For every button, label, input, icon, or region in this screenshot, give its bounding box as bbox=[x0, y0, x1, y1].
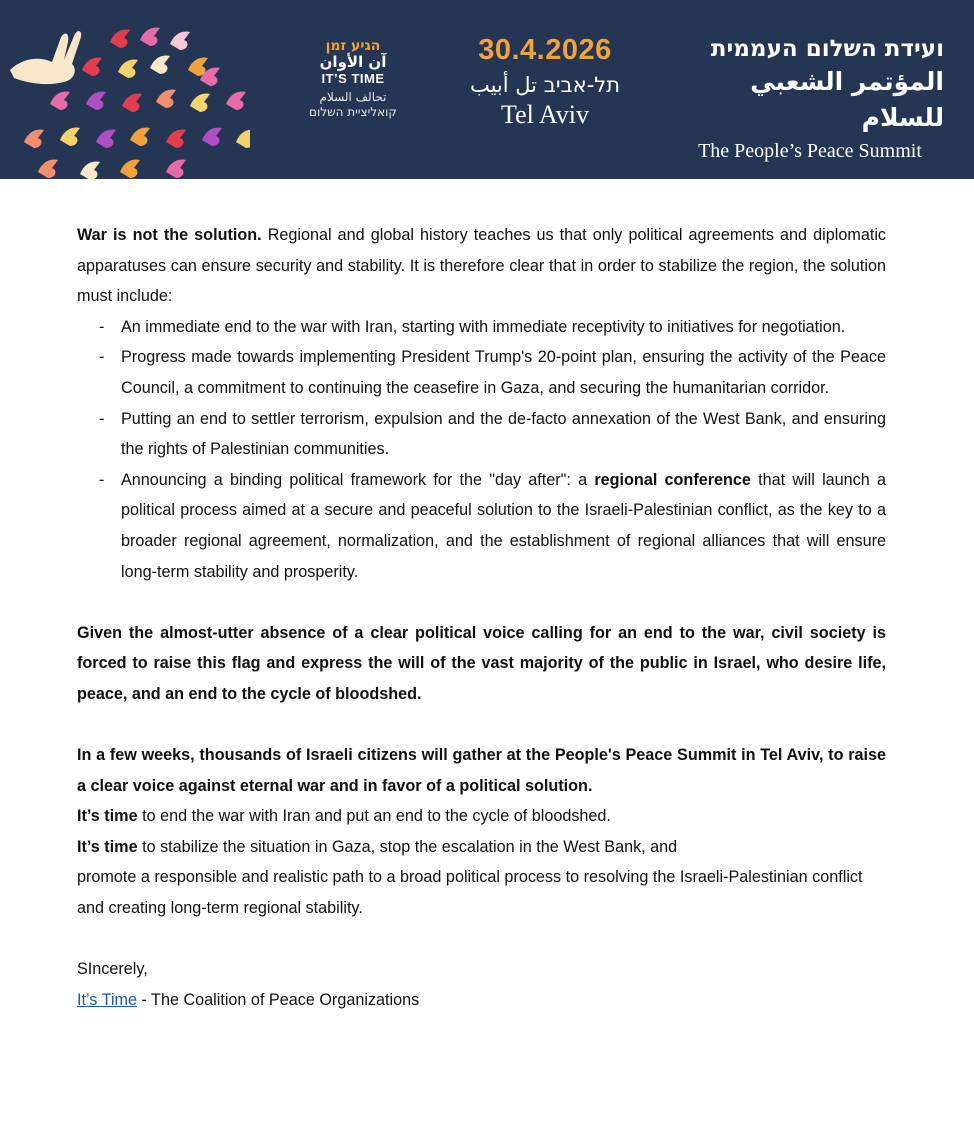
solution-list bbox=[77, 312, 886, 587]
org-subtitle-hebrew: קואליציית השלום bbox=[309, 105, 397, 119]
intro-text: Regional and global history teaches us that only political agreements and diplomatic apparatuses can ensure security and stability. It is therefore clear that in order to stabilize the region, the solution must include: bbox=[77, 226, 887, 306]
civil-society-text: Given the almost-utter absence of a clear political voice calling for an end to the war, civil society is forced to raise this flag and express the will of the vast majority of the public in Israel, who desire life, peace, and an end to the cycle of bloodshed. bbox=[77, 623, 886, 703]
list-item-text: Announcing a binding political framework for the "day after": a bbox=[121, 470, 595, 489]
summit-paragraph bbox=[77, 740, 886, 801]
list-item-text: Putting an end to settler terrorism, expulsion and the de-facto annexation of the West Bank, and ensuring the rights of Palestinian communities. bbox=[121, 409, 886, 459]
event-title bbox=[662, 34, 944, 166]
header-banner bbox=[0, 0, 974, 179]
promote-paragraph: promote a responsible and realistic path to a broad political process to resolving the Israeli-Palestinian conflict and creating long-term regional stability. bbox=[77, 868, 863, 918]
its-time-link[interactable]: It’s Time bbox=[77, 990, 137, 1009]
org-subtitle-arabic: تحالف السلام bbox=[319, 90, 387, 104]
org-name-arabic: آن الأوان bbox=[319, 53, 387, 71]
intro-bold: War is not the solution. bbox=[77, 226, 262, 244]
its-time-line-1 bbox=[77, 801, 886, 832]
event-city-hebrew-arabic: תל-אביב تل أبيب bbox=[469, 73, 621, 97]
its-time-bold: It’s time bbox=[77, 807, 138, 826]
event-date: 30.4.2026 bbox=[478, 34, 612, 66]
intro-paragraph bbox=[77, 220, 886, 312]
list-item-text: that will launch a political process aimed at a secure and peaceful solution to the Israeli-Palestinian conflict, as the key to a broader regional agreement, normalization, and the establishment of regional alliances that will ensure long-term stability and prosperity. bbox=[121, 470, 886, 581]
peace-birds-hands-icon bbox=[0, 0, 250, 179]
letter-body bbox=[77, 220, 886, 1015]
sign-off: SIncerely, bbox=[77, 960, 148, 979]
dash-marker: - bbox=[99, 348, 105, 367]
event-date-location bbox=[440, 33, 650, 131]
org-name-english: IT’S TIME bbox=[321, 71, 385, 86]
dash-marker: - bbox=[99, 470, 105, 489]
event-title-arabic: المؤتمر الشعبي للسلام bbox=[750, 67, 944, 132]
event-title-english: The People’s Peace Summit bbox=[698, 140, 922, 162]
list-item bbox=[77, 465, 886, 587]
signature-text: - The Coalition of Peace Organizations bbox=[136, 990, 420, 1009]
signature-line bbox=[77, 985, 886, 1016]
its-time-text: to end the war with Iran and put an end to the cycle of bloodshed. bbox=[137, 807, 611, 826]
event-title-hebrew: ועידת השלום העממית bbox=[710, 36, 944, 62]
summit-text: In a few weeks, thousands of Israeli citizens will gather at the People's Peace Summit in Tel Aviv, to raise a clear voice against eternal war and in favor of a political solution. bbox=[77, 746, 886, 795]
list-item bbox=[77, 404, 886, 465]
list-item-text: An immediate end to the war with Iran, starting with immediate receptivity to initiatives for negotiation. bbox=[121, 317, 846, 336]
its-time-text: to stabilize the situation in Gaza, stop the escalation in the West Bank, and bbox=[137, 837, 678, 856]
list-item bbox=[77, 312, 886, 343]
list-item bbox=[77, 342, 886, 403]
event-city-english: Tel Aviv bbox=[501, 100, 589, 129]
civil-society-paragraph bbox=[77, 618, 886, 710]
list-item-text: Progress made towards implementing President Trump's 20-point plan, ensuring the activity of the Peace Council, a commitment to continuing the ceasefire in Gaza, and securing the humanitarian corridor. bbox=[121, 348, 886, 397]
its-time-bold: It’s time bbox=[77, 837, 138, 856]
org-name-hebrew: הגיע זמן bbox=[325, 38, 381, 54]
list-item-bold: regional conference bbox=[594, 470, 751, 489]
dash-marker: - bbox=[99, 317, 105, 336]
its-time-line-2 bbox=[77, 832, 886, 863]
dash-marker: - bbox=[99, 409, 105, 428]
coalition-logo bbox=[290, 38, 416, 120]
